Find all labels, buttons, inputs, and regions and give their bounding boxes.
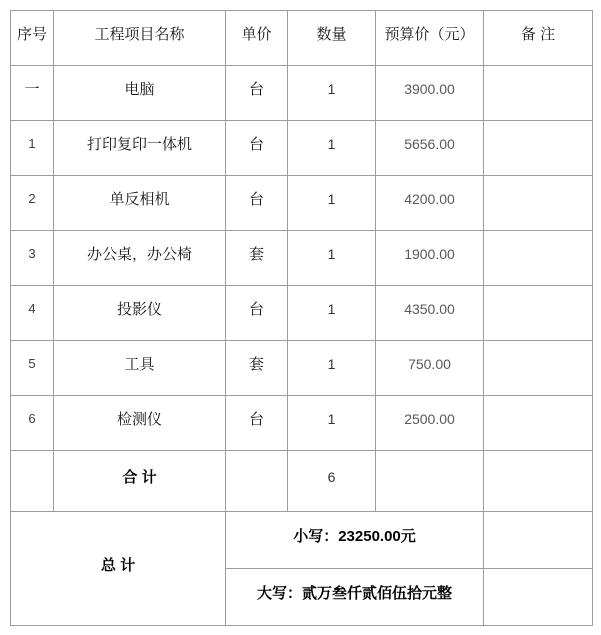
note-cell bbox=[484, 176, 593, 231]
price-cell: 750.00 bbox=[376, 341, 484, 396]
quantity-cell: 1 bbox=[288, 286, 376, 341]
subtotal-quantity-cell: 6 bbox=[288, 451, 376, 512]
item-name-cell: 检测仪 bbox=[54, 396, 226, 451]
note-cell bbox=[484, 396, 593, 451]
subtotal-label-cell: 合 计 bbox=[54, 451, 226, 512]
serial-cell: 2 bbox=[11, 176, 54, 231]
quantity-cell: 1 bbox=[288, 121, 376, 176]
note-cell bbox=[484, 231, 593, 286]
price-cell: 5656.00 bbox=[376, 121, 484, 176]
header-quantity: 数量 bbox=[288, 11, 376, 66]
unit-cell: 台 bbox=[226, 286, 288, 341]
table-row bbox=[11, 341, 593, 396]
serial-cell: 3 bbox=[11, 231, 54, 286]
unit-cell: 台 bbox=[226, 66, 288, 121]
total-small-amount-cell: 小写：23250.00元 bbox=[226, 512, 484, 569]
quantity-cell: 1 bbox=[288, 231, 376, 286]
grand-total-label-cell: 总 计 bbox=[11, 512, 226, 626]
header-serial-number: 序号 bbox=[11, 11, 54, 66]
item-name-cell: 办公桌，办公椅 bbox=[54, 231, 226, 286]
header-remarks: 备 注 bbox=[484, 11, 593, 66]
price-cell: 2500.00 bbox=[376, 396, 484, 451]
note-cell bbox=[484, 451, 593, 512]
total-capital-amount-cell: 大写：贰万叁仟贰佰伍拾元整 bbox=[226, 569, 484, 626]
unit-cell: 台 bbox=[226, 176, 288, 231]
price-cell: 3900.00 bbox=[376, 66, 484, 121]
header-unit-price: 单价 bbox=[226, 11, 288, 66]
quantity-cell: 1 bbox=[288, 396, 376, 451]
unit-cell: 台 bbox=[226, 396, 288, 451]
serial-cell: 一 bbox=[11, 66, 54, 121]
item-name-cell: 投影仪 bbox=[54, 286, 226, 341]
serial-cell: 4 bbox=[11, 286, 54, 341]
note-cell bbox=[484, 66, 593, 121]
budget-table bbox=[10, 10, 593, 626]
header-row bbox=[11, 11, 593, 66]
unit-cell: 台 bbox=[226, 121, 288, 176]
quantity-cell: 1 bbox=[288, 176, 376, 231]
note-cell bbox=[484, 121, 593, 176]
quantity-cell: 1 bbox=[288, 66, 376, 121]
table-row bbox=[11, 396, 593, 451]
note-cell bbox=[484, 512, 593, 569]
price-cell bbox=[376, 451, 484, 512]
note-cell bbox=[484, 341, 593, 396]
note-cell bbox=[484, 569, 593, 626]
grand-total-row-small bbox=[11, 512, 593, 569]
serial-cell: 1 bbox=[11, 121, 54, 176]
header-project-name: 工程项目名称 bbox=[54, 11, 226, 66]
item-name-cell: 打印复印一体机 bbox=[54, 121, 226, 176]
item-name-cell: 电脑 bbox=[54, 66, 226, 121]
item-name-cell: 工具 bbox=[54, 341, 226, 396]
quantity-cell: 1 bbox=[288, 341, 376, 396]
header-budget-price: 预算价（元） bbox=[376, 11, 484, 66]
table-row bbox=[11, 231, 593, 286]
price-cell: 1900.00 bbox=[376, 231, 484, 286]
serial-cell bbox=[11, 451, 54, 512]
table-row bbox=[11, 176, 593, 231]
price-cell: 4200.00 bbox=[376, 176, 484, 231]
unit-cell bbox=[226, 451, 288, 512]
subtotal-row bbox=[11, 451, 593, 512]
price-cell: 4350.00 bbox=[376, 286, 484, 341]
table-row bbox=[11, 121, 593, 176]
item-name-cell: 单反相机 bbox=[54, 176, 226, 231]
table-row bbox=[11, 286, 593, 341]
unit-cell: 套 bbox=[226, 231, 288, 286]
note-cell bbox=[484, 286, 593, 341]
table-row bbox=[11, 66, 593, 121]
serial-cell: 6 bbox=[11, 396, 54, 451]
serial-cell: 5 bbox=[11, 341, 54, 396]
unit-cell: 套 bbox=[226, 341, 288, 396]
